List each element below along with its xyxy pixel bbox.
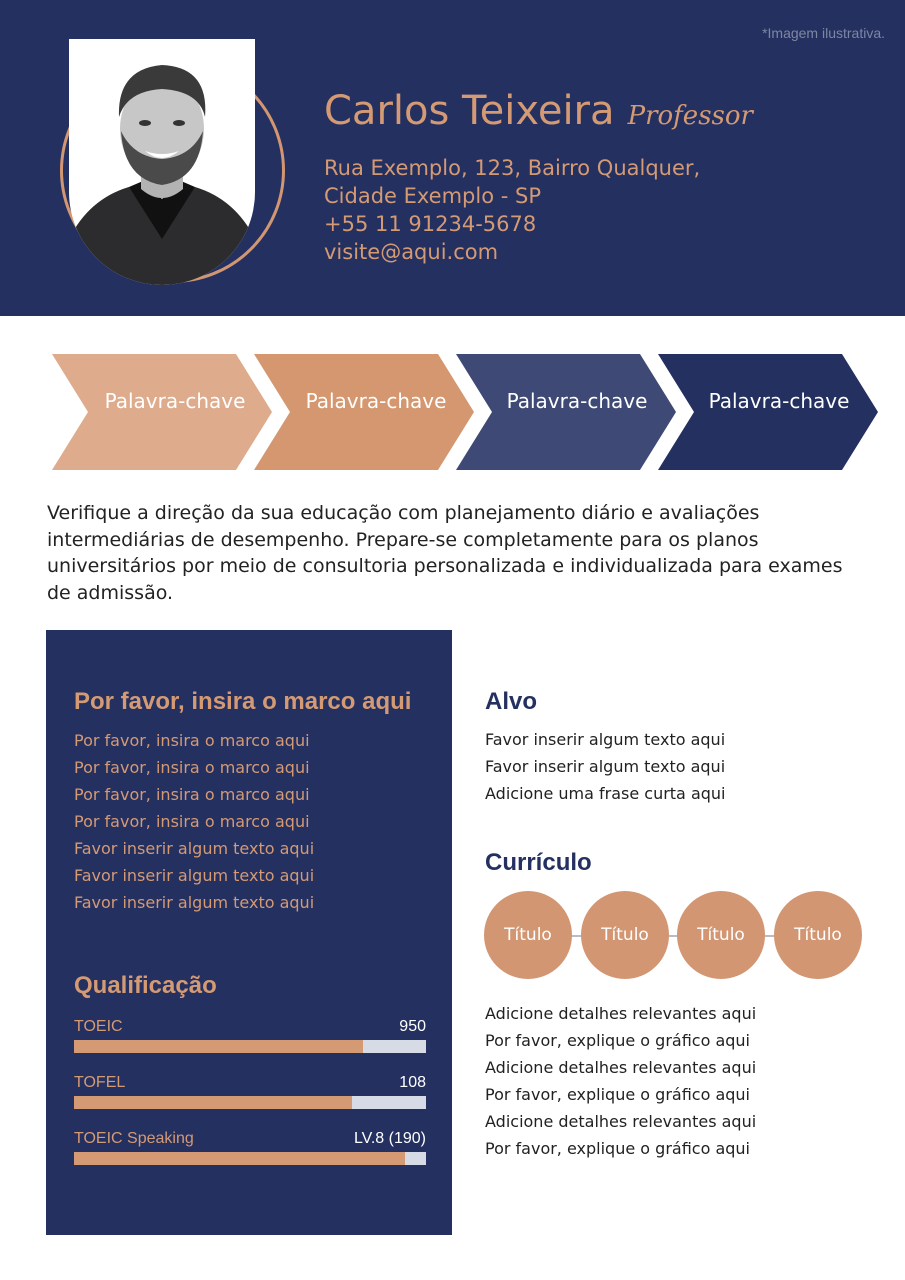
curriculum-item: Adicione detalhes relevantes aqui [485,1112,757,1131]
curriculum-item: Adicione detalhes relevantes aqui [485,1004,757,1023]
timeline-circle: Título [581,891,669,979]
phone: +55 11 91234-5678 [324,212,537,236]
target-item: Adicione uma frase curta aqui [485,784,726,803]
curriculum-item: Adicione detalhes relevantes aqui [485,1058,757,1077]
keyword-label-4: Palavra-chave [708,389,850,413]
qualification-bar-fill [74,1152,405,1165]
header [0,0,905,316]
qualification-score: 950 [399,1018,426,1035]
left-panel [46,630,452,1235]
candidate-name: Carlos Teixeira [324,88,615,134]
qualification-bar-track [74,1152,426,1165]
milestone-item: Favor inserir algum texto aqui [74,893,315,912]
name-row [324,88,753,134]
qualification-name: TOFEL [74,1074,126,1091]
address-line-2: Cidade Exemplo - SP [324,184,541,208]
intro-paragraph: Verifique a direção da sua educação com planejamento diário e avaliações intermediárias de desempenho. Prepare-se completamente para os planos universitários por meio de consultoria personalizada e individualizada para exames de admissão. [47,502,843,604]
qualification-bar-fill [74,1096,352,1109]
qualification-item-toeic-speaking [74,1130,426,1148]
milestone-item: Favor inserir algum texto aqui [74,866,315,885]
milestone-item: Favor inserir algum texto aqui [74,839,315,858]
timeline-circle: Título [774,891,862,979]
qualification-score: LV.8 (190) [353,1130,426,1147]
email: visite@aqui.com [324,240,499,264]
curriculum-item: Por favor, explique o gráfico aqui [485,1031,750,1050]
milestone-title: Por favor, insira o marco aqui [74,688,412,715]
qualification-name: TOEIC [74,1018,123,1035]
keyword-label-3: Palavra-chave [506,389,648,413]
qualification-bar-track [74,1096,426,1109]
milestone-item: Por favor, insira o marco aqui [74,785,310,804]
target-title: Alvo [485,688,538,715]
timeline-circle: Título [484,891,572,979]
keyword-label-2: Palavra-chave [305,389,447,413]
contact-info [324,154,700,266]
milestone-item: Por favor, insira o marco aqui [74,731,310,750]
qualification-name: TOEIC Speaking [74,1130,194,1147]
curriculum-title: Currículo [485,849,592,876]
target-list [485,726,726,807]
address-line-1: Rua Exemplo, 123, Bairro Qualquer, [324,156,701,180]
profile-photo [69,39,255,285]
timeline-circle: Título [677,891,765,979]
qualification-bar-track [74,1040,426,1053]
qualification-item-tofel [74,1074,426,1092]
curriculum-item: Por favor, explique o gráfico aqui [485,1085,750,1104]
curriculum-list [485,1000,756,1162]
qualification-bar-fill [74,1040,363,1053]
target-item: Favor inserir algum texto aqui [485,757,726,776]
curriculum-item: Por favor, explique o gráfico aqui [485,1139,750,1158]
qualification-item-toeic [74,1018,426,1036]
target-item: Favor inserir algum texto aqui [485,730,726,749]
milestone-item: Por favor, insira o marco aqui [74,758,310,777]
curriculum-timeline [484,891,864,981]
milestone-item: Por favor, insira o marco aqui [74,812,310,831]
keyword-label-1: Palavra-chave [104,389,246,413]
candidate-role: Professor [627,101,753,131]
milestone-list [74,727,314,916]
qualification-title: Qualificação [74,972,217,999]
illustrative-note: *Imagem ilustrativa. [762,25,885,41]
qualification-score: 108 [399,1074,426,1091]
